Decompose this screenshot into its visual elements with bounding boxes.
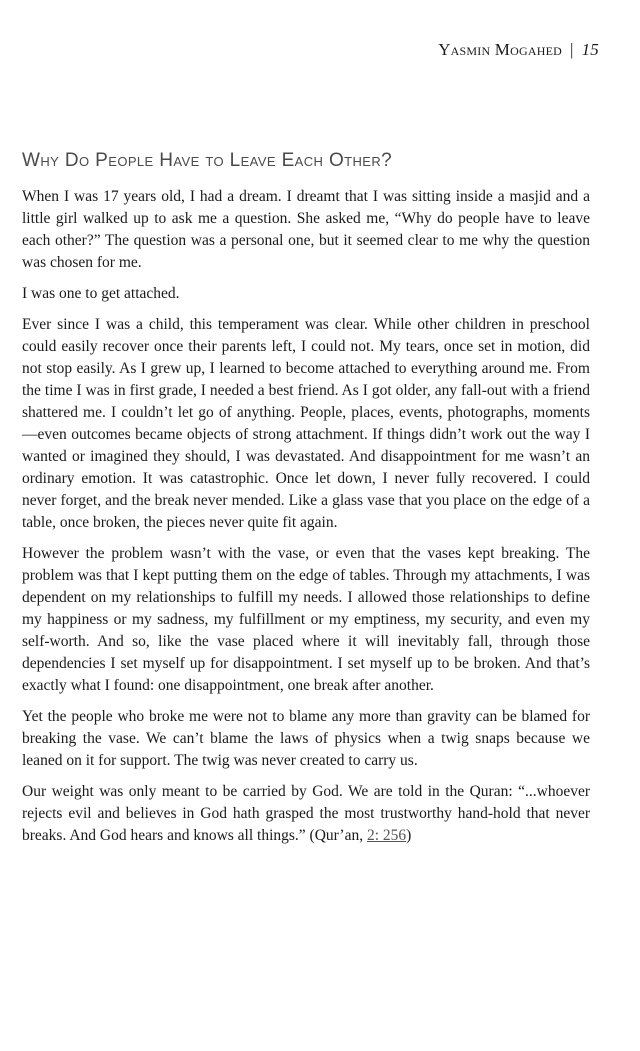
paragraph-6-text: Our weight was only meant to be carried by God. We are told in the Quran: “...whoever rejects evil and believes in God hath grasped the most trustworthy hand-hold that never breaks. And God hears and knows all things.” (Qur’an, xyxy=(22,783,590,844)
paragraph-6 xyxy=(22,781,590,847)
page-number: 15 xyxy=(581,40,599,59)
author-name: Yasmin Mogahed xyxy=(438,40,562,59)
quran-reference-link[interactable]: 2: 256 xyxy=(366,827,407,844)
paragraph-2: I was one to get attached. xyxy=(22,285,180,302)
header-separator: | xyxy=(569,40,574,59)
paragraph-3: Ever since I was a child, this temperament was clear. While other children in preschool could easily recover once their parents left, I could not. My tears, once set in motion, did not stop easily. As I grew up, I learned to become attached to everything around me. From the time I was in first grade, I needed a best friend. As I got older, any fall-out with a friend shattered me. I couldn’t let go of anything. People, places, events, photographs, moments—even outcomes became objects of strong attachment. If things didn’t work out the way I wanted or imagined they should, I was devastated. And disappointment for me wasn’t an ordinary emotion. It was catastrophic. Once let down, I never fully recovered. I could never forget, and the break never mended. Like a glass vase that you place on the edge of a table, once broken, the pieces never quite fit again. xyxy=(22,316,590,531)
paragraph-1: When I was 17 years old, I had a dream. I dreamt that I was sitting inside a masjid and a little girl walked up to ask me a question. She asked me, “Why do people have to leave each other?” The question was a personal one, but it seemed clear to me why the question was chosen for me. xyxy=(22,188,590,271)
paragraph-6-closing: ) xyxy=(406,827,412,844)
paragraph-5: Yet the people who broke me were not to blame any more than gravity can be blamed for breaking the vase. We can’t blame the laws of physics when a twig snaps because we leaned on it for support. The twig was never created to carry us. xyxy=(22,708,590,769)
running-header xyxy=(438,40,599,60)
paragraph-4: However the problem wasn’t with the vase, or even that the vases kept breaking. The problem was that I kept putting them on the edge of tables. Through my attachments, I was dependent on my relationships to fulfill my needs. I allowed those relationships to define my happiness or my sadness, my fulfillment or my emptiness, my security, and even my self-worth. And so, like the vase placed where it will inevitably fall, through those dependencies I set myself up for disappointment. I set myself up to be broken. And that’s exactly what I found: one disappointment, one break after another. xyxy=(22,545,590,694)
chapter-title: Why Do People Have to Leave Each Other? xyxy=(22,150,393,171)
page-content xyxy=(22,150,590,856)
